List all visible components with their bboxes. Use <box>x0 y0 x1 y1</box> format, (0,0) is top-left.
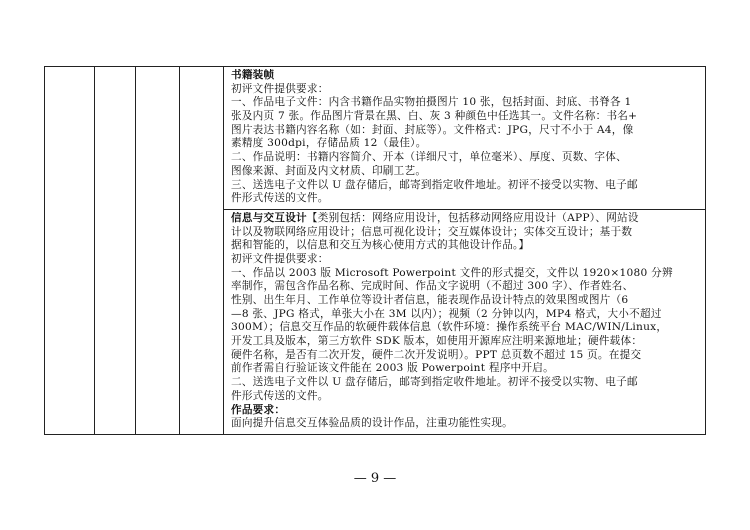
text-line: 件形式传送的文件。 <box>231 389 329 402</box>
empty-cell <box>180 67 224 435</box>
text-line <box>231 212 700 226</box>
section-title: 书籍装帧 <box>231 69 275 81</box>
document-table <box>44 66 706 435</box>
text-line: 图片表达书籍内容名称（如：封面、封底等）。文件格式：JPG，尺寸不小于 A4，像 <box>231 123 634 136</box>
text-line: 二、作品说明：书籍内容简介、开本（详细尺寸，单位毫米）、厚度、页数、字体、 <box>231 151 627 164</box>
text-line: 硬件名称，是否有二次开发，硬件二次开发说明）。PPT 总页数不超过 15 页。在提交 <box>231 348 642 361</box>
text-line: 件形式传送的文件。 <box>231 192 329 205</box>
text-line: 图像来源、封面及内文材质、印刷工艺。 <box>231 164 427 177</box>
text-line: 性别、出生年月、工作单位等设计者信息，能表现作品设计特点的效果图或图片（6 <box>231 294 629 306</box>
book-design-section <box>224 67 706 210</box>
text-line: 一、作品电子文件：内含书籍作品实物拍摄图片 10 张，包括封面、封底、书脊各 1 <box>231 96 632 109</box>
text-line: 一、作品以 2003 版 Microsoft Powerpoint 文件的形式提交，文件以 1920×1080 分辨 <box>231 266 673 279</box>
text-line: 开发工具及版本，第三方软件 SDK 版本，如使用开源库应注明来源地址；硬件载体： <box>231 335 643 348</box>
requirements-title: 作品要求： <box>231 403 286 416</box>
page-number: — 9 — <box>353 471 397 486</box>
text-line: 初评文件提供要求： <box>231 82 329 95</box>
text-line: 计以及物联网络应用设计；信息可视化设计；交互媒体设计；实体交互设计；基于数 <box>231 225 633 238</box>
interaction-design-section <box>224 209 706 434</box>
section-title: 信息与交互设计 <box>231 211 307 224</box>
text-line: 300M）；信息交互作品的软硬件载体信息（软件环境：操作系统平台 MAC/WIN/Linux， <box>231 321 668 334</box>
text-line: 素精度 300dpi，存储品质 12（最佳）。 <box>231 137 427 150</box>
text-line: —8 张、JPG 格式，单张大小在 3M 以内）；视频（2 分钟以内，MP4 格式，大小不超过 <box>231 307 662 320</box>
empty-cell <box>136 67 180 435</box>
text-line: 据和智能的，以信息和交互为核心使用方式的其他设计作品。】 <box>231 239 530 252</box>
requirements-text: 面向提升信息交互体验品质的设计作品，注重功能性实现。 <box>231 417 513 430</box>
text-line: 张及内页 7 张。作品图片背景在黑、白、灰 3 种颜色中任选其一。文件名称：书名+ <box>231 110 638 123</box>
text-line: 率制作，需包含作品名称、完成时间、作品文字说明（不超过 300 字）、作者姓名、 <box>231 280 634 293</box>
empty-cell <box>45 67 95 435</box>
category-intro: 【类别包括：网络应用设计，包括移动网络应用设计（APP）、网站设 <box>306 211 639 224</box>
text-line: 二、送选电子文件以 U 盘存储后，邮寄到指定收件地址。初评不接受以实物、电子邮 <box>231 376 638 389</box>
text-line: 前作者需自行验证该文件能在 2003 版 Powerpoint 程序中开启。 <box>231 362 554 375</box>
text-line: 初评文件提供要求： <box>231 252 329 265</box>
text-line: 三、送选电子文件以 U 盘存储后，邮寄到指定收件地址。初评不接受以实物、电子邮 <box>231 178 638 191</box>
table-row <box>45 67 706 210</box>
empty-cell <box>95 67 136 435</box>
